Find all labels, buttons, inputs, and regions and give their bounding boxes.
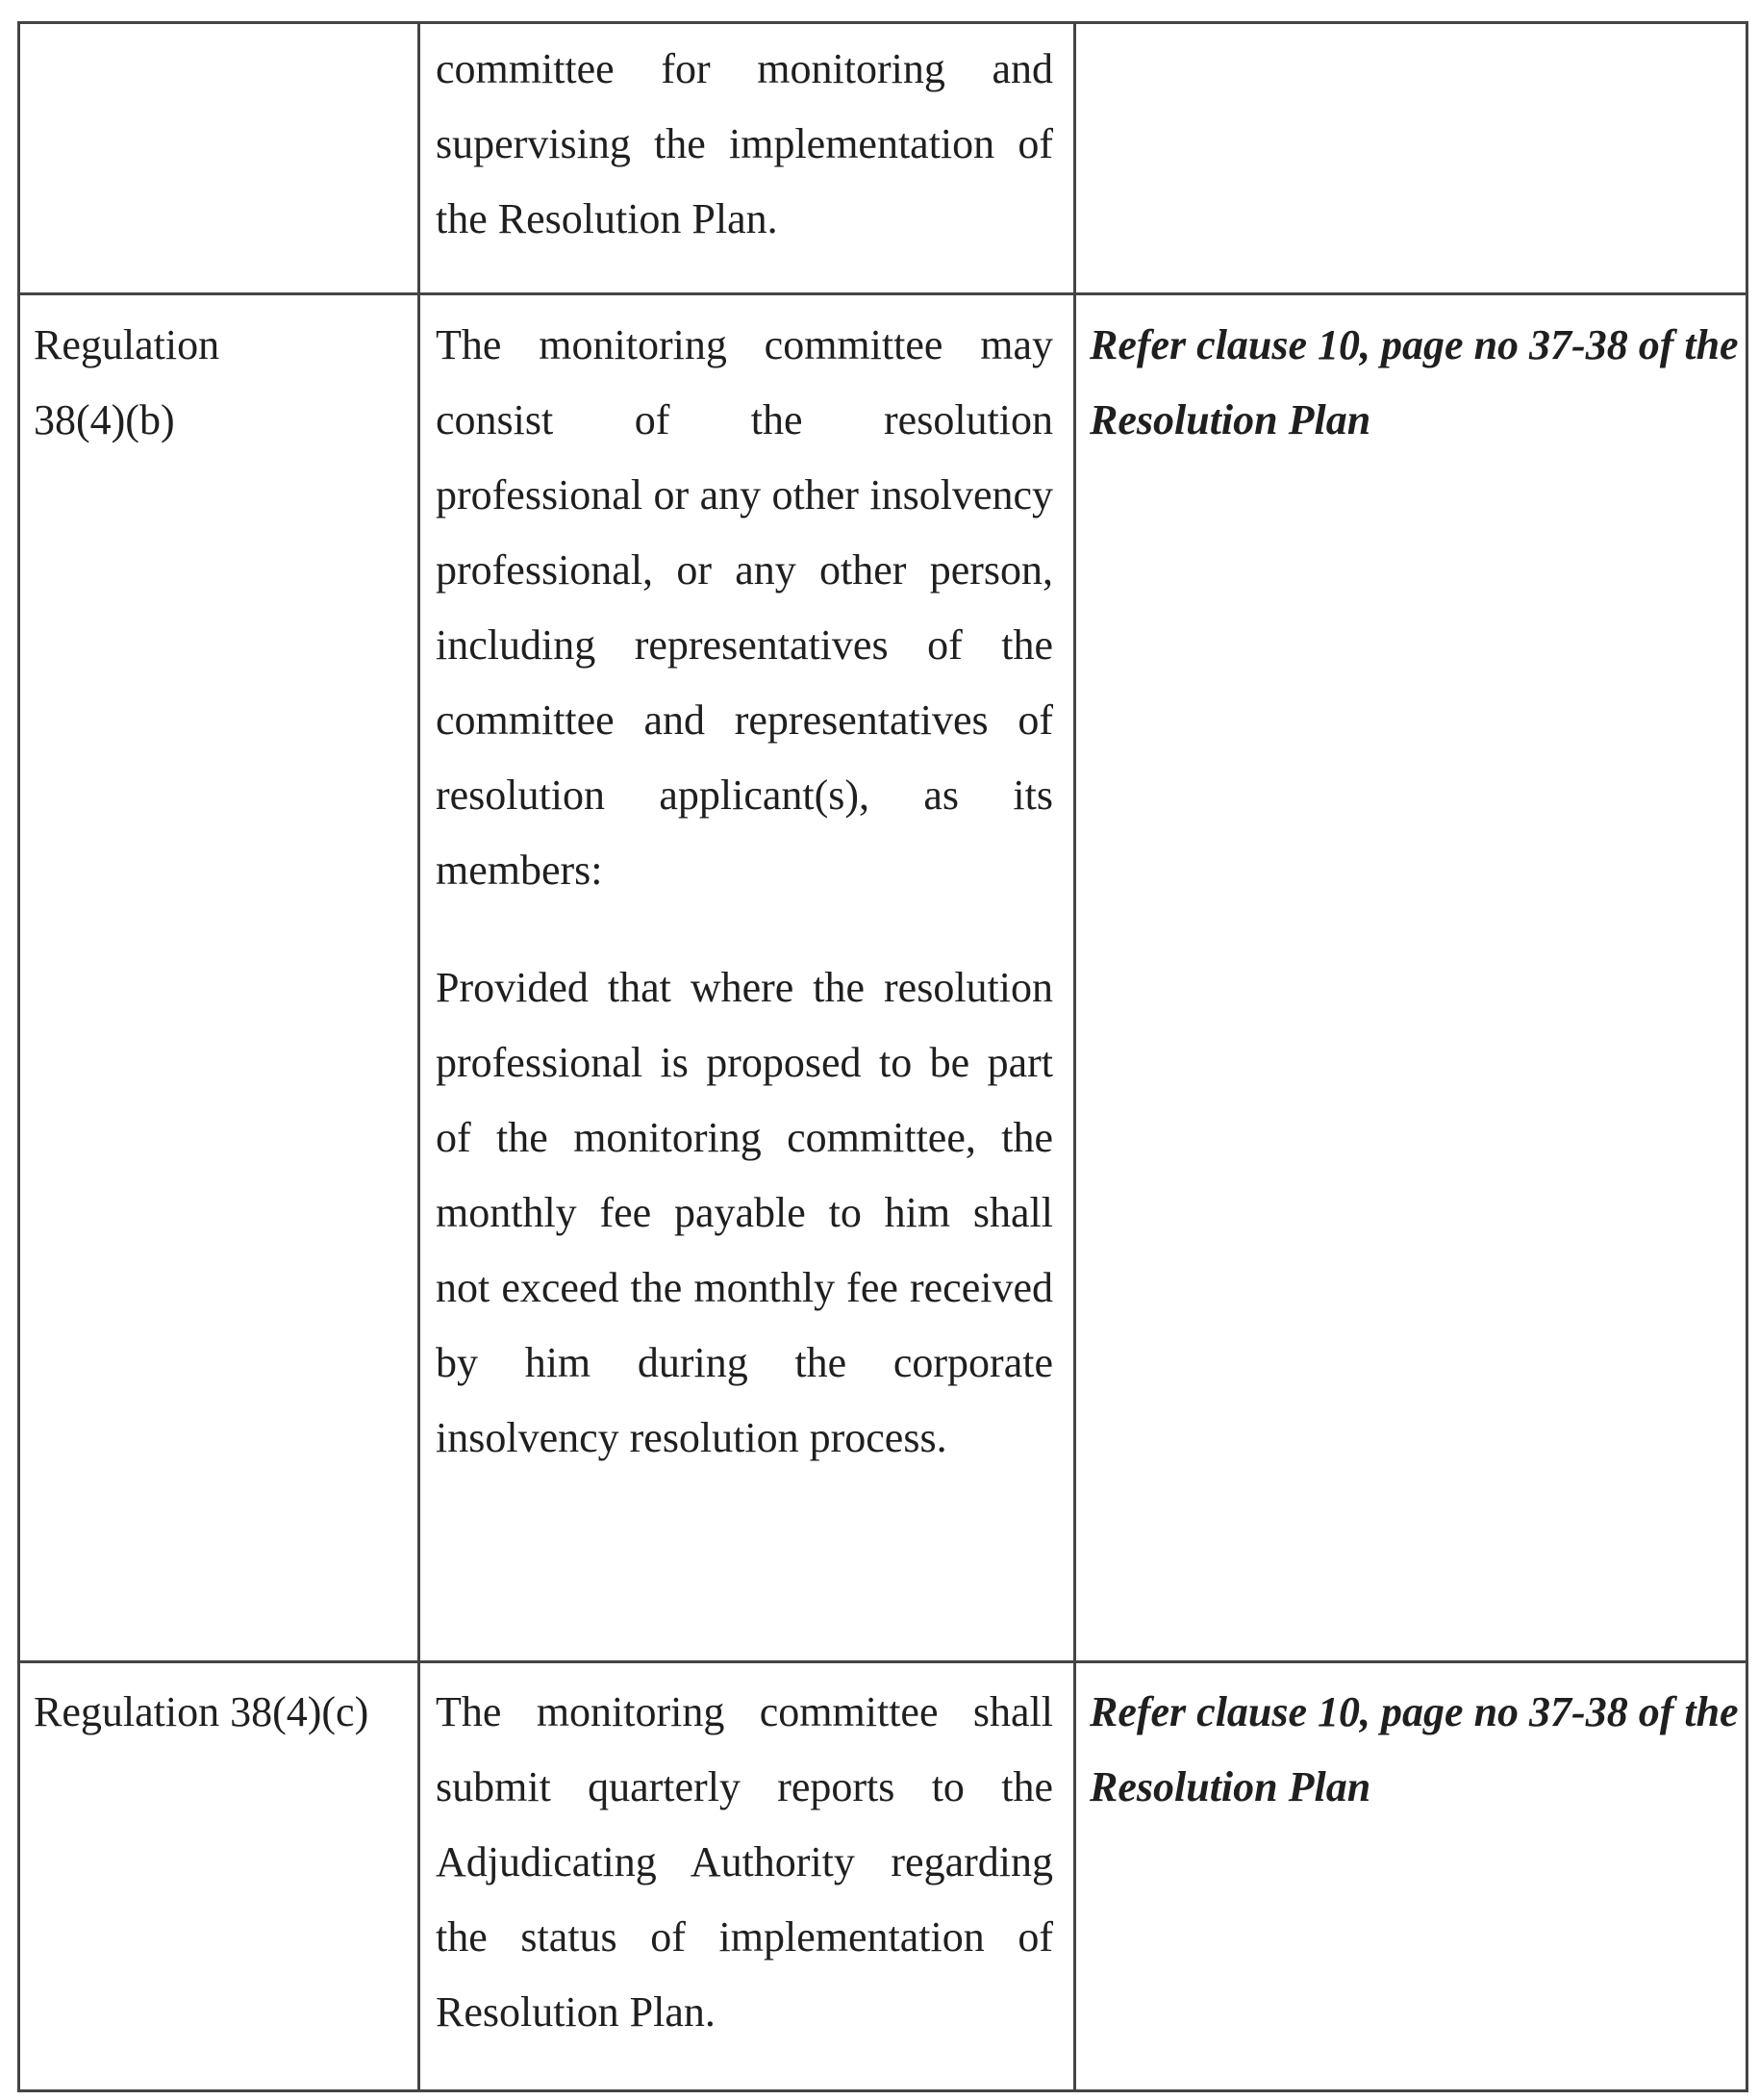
row-2-requirement-paragraph-1: The monitoring committee may consist of the resolution professional or any other insolvency professional, or any other person, including representatives of the committee and representatives of resolution applicant(s), as its members: bbox=[436, 321, 1053, 894]
row-2-requirement bbox=[436, 308, 1053, 1476]
row-3-requirement: The monitoring committee shall submit quarterly reports to the Adjudicating Authority regarding the status of implementation of Resolution Plan. bbox=[436, 1688, 1053, 2036]
row-3-reference: Refer clause 10, page no 37-38 of the Resolution Plan bbox=[1090, 1688, 1739, 1810]
row-2-regulation: Regulation 38(4)(b) bbox=[34, 321, 220, 443]
compliance-table bbox=[17, 21, 1748, 2092]
row-divider-1 bbox=[20, 292, 1746, 295]
row-2-reference: Refer clause 10, page no 37-38 of the Resolution Plan bbox=[1090, 321, 1739, 443]
row-3-regulation: Regulation 38(4)(c) bbox=[34, 1688, 369, 1735]
column-divider-2 bbox=[1073, 24, 1076, 2089]
row-divider-2 bbox=[20, 1660, 1746, 1663]
column-divider-1 bbox=[417, 24, 420, 2089]
row-2-requirement-paragraph-2: Provided that where the resolution professional is proposed to be part of the monitoring committee, the monthly fee payable to him shall not exceed the monthly fee received by him during the corporate insolvency resolution process. bbox=[436, 964, 1053, 1461]
row-1-requirement: committee for monitoring and supervising the implementation of the Resolution Plan. bbox=[436, 45, 1053, 242]
